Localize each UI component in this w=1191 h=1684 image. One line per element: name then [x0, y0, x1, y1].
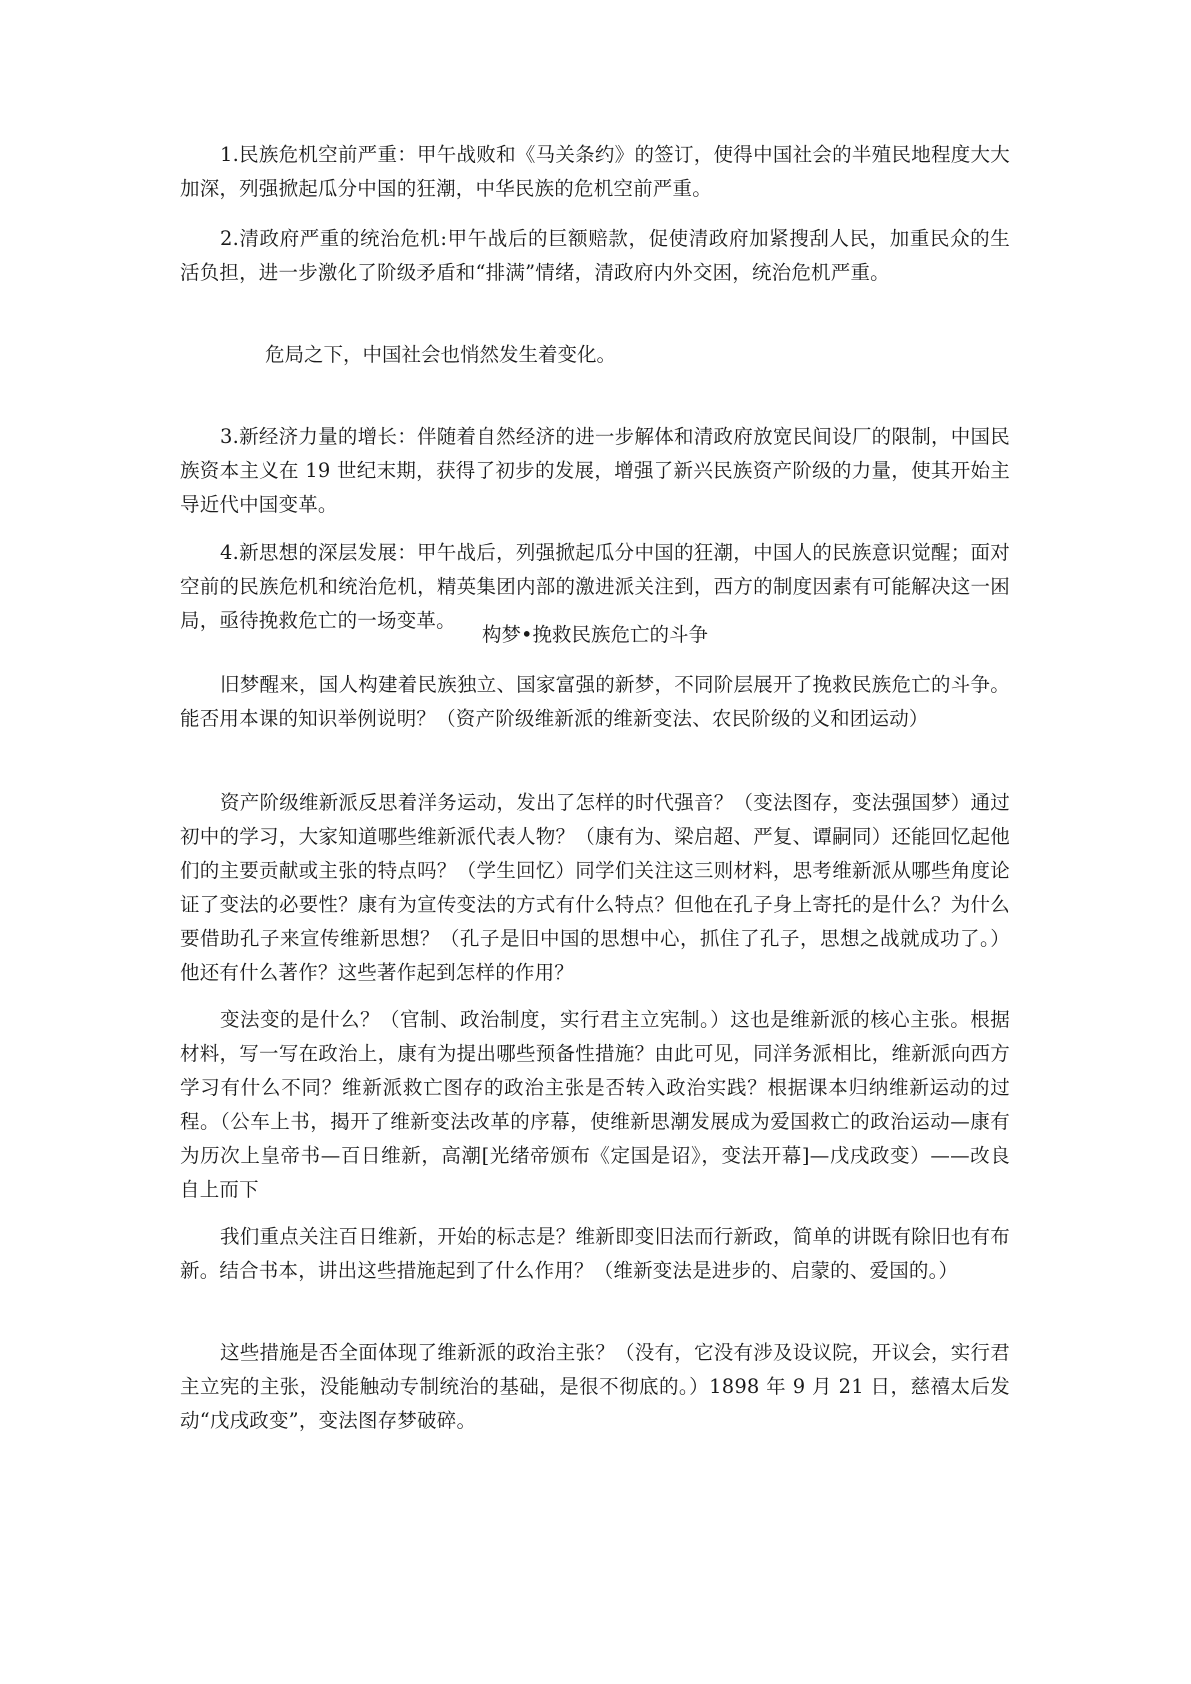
paragraph-reform-limits: 这些措施是否全面体现了维新派的政治主张？（没有，它没有涉及设议院，开议会，实行君主立宪的主张，没能触动专制统治的基础，是很不彻底的。）1898 年 9 月 21 日，慈禧太后发动“戊戌政变”，变法图存梦破碎。	[180, 1341, 1010, 1432]
paragraph-new-economy: 3.新经济力量的增长：伴随着自然经济的进一步解体和清政府放宽民间设厂的限制，中国民族资本主义在 19 世纪末期，获得了初步的发展，增强了新兴民族资产阶级的力量，使其开始主导近代中国变革。	[180, 425, 1010, 516]
paragraph-transition-line: 危局之下，中国社会也悄然发生着变化。	[265, 343, 617, 366]
paragraph-qing-crisis: 2.清政府严重的统治危机:甲午战后的巨额赔款，促使清政府加紧搜刮人民，加重民众的生活负担，进一步激化了阶级矛盾和“排满”情绪，清政府内外交困，统治危机严重。	[180, 227, 1010, 284]
paragraph-old-dream-awakening: 旧梦醒来，国人构建着民族独立、国家富强的新梦，不同阶层展开了挽救民族危亡的斗争。能否用本课的知识举例说明？（资产阶级维新派的维新变法、农民阶级的义和团运动）	[180, 673, 1010, 730]
paragraph-reform-content: 变法变的是什么？（官制、政治制度，实行君主立宪制。）这也是维新派的核心主张。根据材料，写一写在政治上，康有为提出哪些预备性措施？由此可见，同洋务派相比，维新派向西方学习有什么不同？维新派救亡图存的政治主张是否转入政治实践？根据课本归纳维新运动的过程。（公车上书，揭开了维新变法改革的序幕，使维新思潮发展成为爱国救亡的政治运动—康有为历次上皇帝书—百日维新，高潮[光绪帝颁布《定国是诏》，变法开幕]—戊戌政变）——改良自上而下	[180, 1008, 1010, 1201]
paragraph-reformists: 资产阶级维新派反思着洋务运动，发出了怎样的时代强音？（变法图存，变法强国梦）通过初中的学习，大家知道哪些维新派代表人物？（康有为、梁启超、严复、谭嗣同）还能回忆起他们的主要贡献或主张的特点吗？（学生回忆）同学们关注这三则材料，思考维新派从哪些角度论证了变法的必要性？康有为宣传变法的方式有什么特点？但他在孔子身上寄托的是什么？为什么要借助孔子来宣传维新思想？（孔子是旧中国的思想中心，抓住了孔子，思想之战就成功了。）他还有什么著作？这些著作起到怎样的作用？	[180, 791, 1010, 984]
paragraph-new-thought: 4.新思想的深层发展：甲午战后，列强掀起瓜分中国的狂潮，中国人的民族意识觉醒；面对空前的民族危机和统治危机，精英集团内部的激进派关注到，西方的制度因素有可能解决这一困局，亟待挽救危亡的一场变革。	[180, 541, 1010, 632]
section-heading: 构梦•挽救民族危亡的斗争	[481, 623, 708, 646]
paragraph-national-crisis: 1.民族危机空前严重：甲午战败和《马关条约》的签订，使得中国社会的半殖民地程度大大加深，列强掀起瓜分中国的狂潮，中华民族的危机空前严重。	[180, 143, 1010, 200]
paragraph-hundred-days: 我们重点关注百日维新，开始的标志是？维新即变旧法而行新政，简单的讲既有除旧也有布新。结合书本，讲出这些措施起到了什么作用？（维新变法是进步的、启蒙的、爱国的。）	[180, 1225, 1010, 1282]
